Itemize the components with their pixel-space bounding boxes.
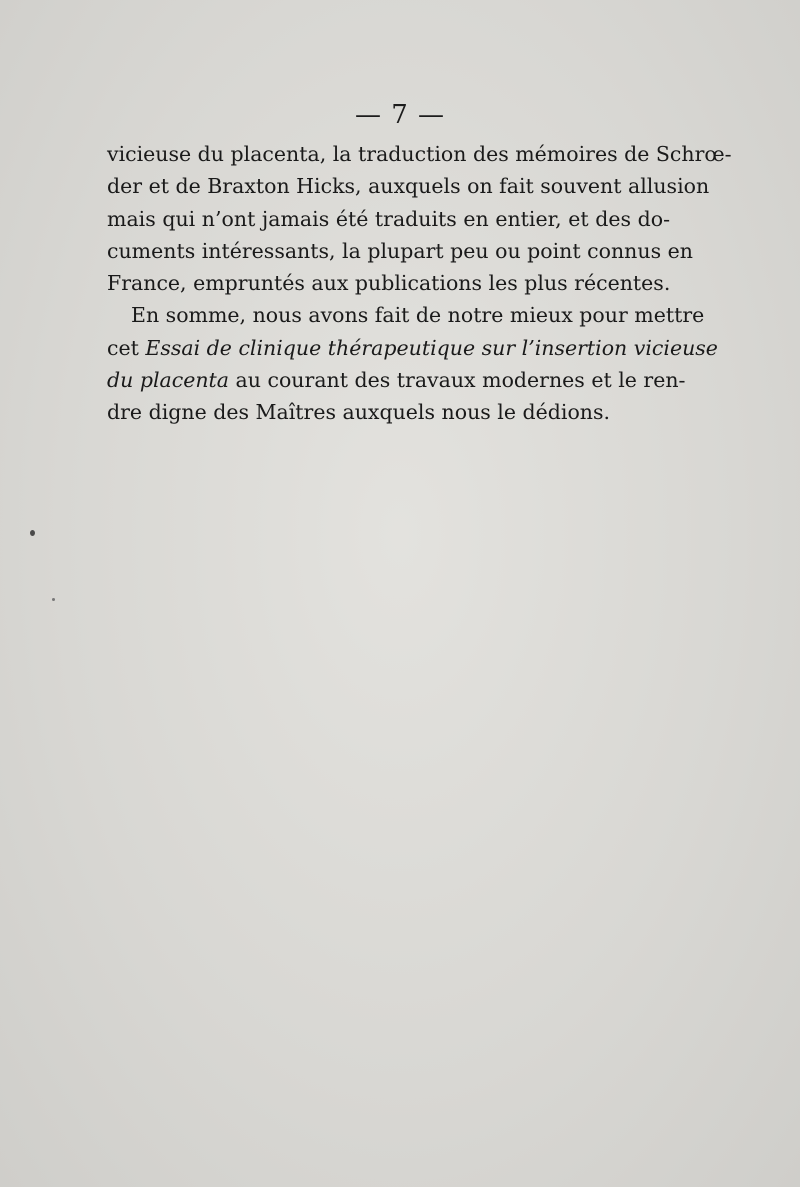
ink-speck [30, 530, 35, 536]
text-line-with-italic [107, 332, 718, 364]
text-line: France, empruntés aux publications les plus récentes. [107, 271, 671, 296]
italic-title: du placenta [107, 368, 230, 393]
text-line: vicieuse du placenta, la traduction des mémoires de Schrœ- [107, 142, 732, 166]
ink-speck [52, 598, 55, 601]
text-line-part: cet Essai de clinique thérapeutique sur l’insertion vicieuse [107, 335, 718, 360]
italic-title: Essai de clinique thérapeutique sur l’insertion vicieuse [145, 335, 718, 360]
text-line-with-italic [107, 364, 686, 396]
body-text [107, 138, 732, 429]
text-line: dre digne des Maîtres auxquels nous le dédions. [107, 400, 611, 425]
text-line-part: du placenta au courant des travaux modernes et le ren- [107, 368, 686, 393]
text-line: mais qui n’ont jamais été traduits en entier, et des do- [107, 206, 670, 231]
page-number: — 7 — [354, 100, 446, 130]
text-line: cuments intéressants, la plupart peu ou point connus en [107, 238, 693, 263]
text-line: En somme, nous avons fait de notre mieux pour mettre [131, 303, 705, 328]
text-line: der et de Braxton Hicks, auxquels on fait souvent allusion [107, 174, 710, 199]
